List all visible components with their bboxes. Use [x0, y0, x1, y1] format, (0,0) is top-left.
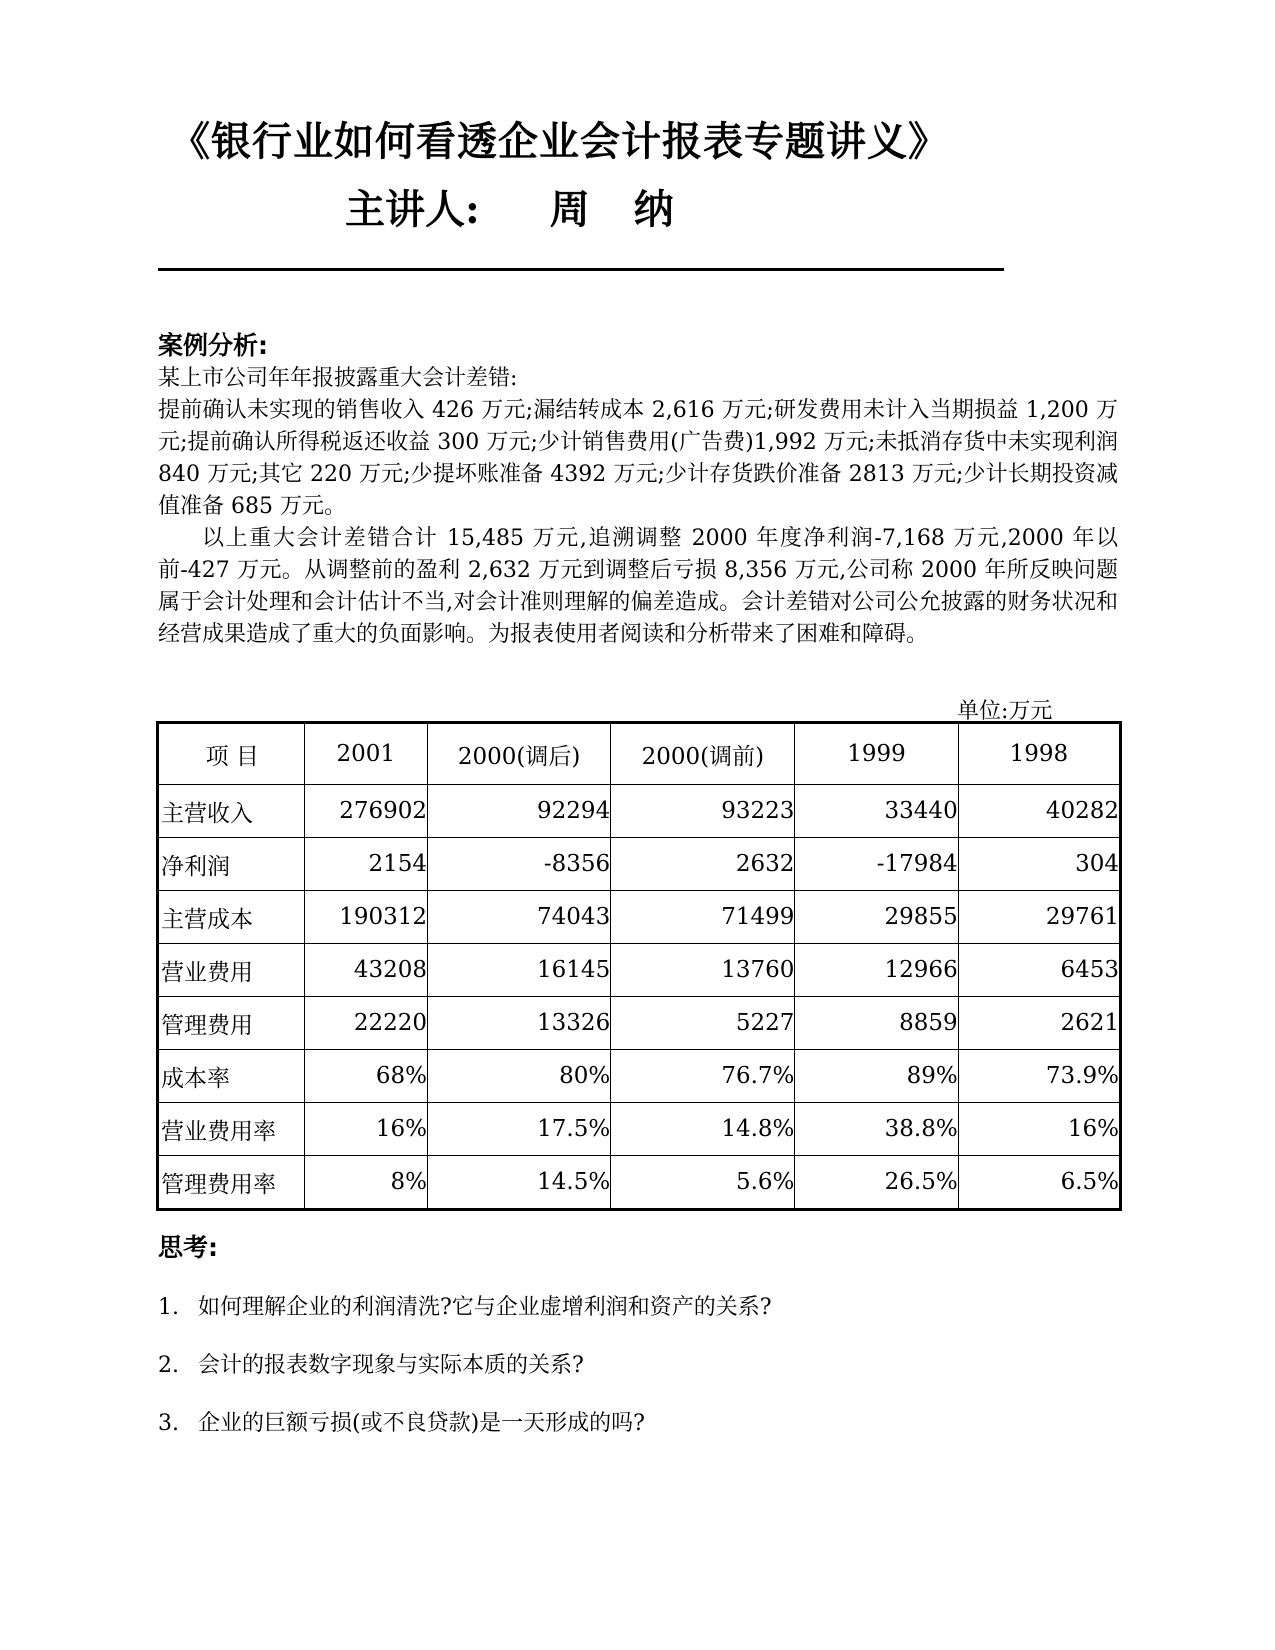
- table-cell: 6.5%: [958, 1156, 1120, 1210]
- table-header-row: [158, 723, 1121, 785]
- table-cell: 304: [958, 838, 1120, 891]
- question-text: 如何理解企业的利润清洗?它与企业虚增利润和资产的关系?: [198, 1295, 772, 1320]
- table-cell: 276902: [304, 785, 428, 838]
- table-cell: -8356: [428, 838, 611, 891]
- question-item: [158, 1348, 772, 1406]
- row-label: 主营成本: [158, 891, 305, 944]
- table-cell: 29761: [958, 891, 1120, 944]
- row-label: 主营收入: [158, 785, 305, 838]
- table-row: [158, 1050, 1121, 1103]
- table-cell: 71499: [611, 891, 795, 944]
- table-cell: 190312: [304, 891, 428, 944]
- table-cell: 89%: [795, 1050, 958, 1103]
- table-row: [158, 997, 1121, 1050]
- speaker-label: 主讲人:: [345, 186, 480, 233]
- question-text: 会计的报表数字现象与实际本质的关系?: [198, 1353, 584, 1378]
- table-cell: 14.8%: [611, 1103, 795, 1156]
- financial-table: [156, 721, 1122, 1211]
- row-label: 营业费用率: [158, 1103, 305, 1156]
- table-cell: 12966: [795, 944, 958, 997]
- title-divider: [158, 268, 1004, 271]
- table-cell: 29855: [795, 891, 958, 944]
- document-title: 《银行业如何看透企业会计报表专题讲义》: [170, 118, 949, 165]
- table-row: [158, 944, 1121, 997]
- table-row: [158, 1156, 1121, 1210]
- questions-list: [158, 1290, 772, 1464]
- column-header: 2000(调后): [428, 723, 611, 785]
- case-paragraph-1: 提前确认未实现的销售收入 426 万元;漏结转成本 2,616 万元;研发费用未计入当期损益 1,200 万元;提前确认所得税返还收益 300 万元;少计销售费用(广告费)1,992 万元;未抵消存货中未实现利润 840 万元;其它 220 万元;少提坏账准备 4392 万元;少计存货跌价准备 2813 万元;少计长期投资减值准备 685 万元。: [158, 398, 1118, 519]
- row-label: 成本率: [158, 1050, 305, 1103]
- speaker-line: [345, 178, 718, 235]
- questions-heading: 思考:: [158, 1233, 218, 1262]
- table-cell: 22220: [304, 997, 428, 1050]
- table-cell: 43208: [304, 944, 428, 997]
- question-item: [158, 1290, 772, 1348]
- question-text: 企业的巨额亏损(或不良贷款)是一天形成的吗?: [198, 1411, 645, 1436]
- column-header: 1998: [958, 723, 1120, 785]
- case-paragraph-2: 以上重大会计差错合计 15,485 万元,追溯调整 2000 年度净利润-7,168 万元,2000 年以前-427 万元。从调整前的盈利 2,632 万元到调整后亏损 8,356 万元,公司称 2000 年所反映问题属于会计处理和会计估计不当,对会计准则理解的偏差造成。会计差错对公司公允披露的财务状况和经营成果造成了重大的负面影响。为报表使用者阅读和分析带来了困难和障碍。: [158, 526, 1118, 647]
- case-heading: 案例分析:: [158, 331, 268, 360]
- column-header: 1999: [795, 723, 958, 785]
- table-cell: 33440: [795, 785, 958, 838]
- question-number: 1.: [158, 1295, 179, 1320]
- unit-label: 单位:万元: [957, 699, 1053, 724]
- table-cell: 76.7%: [611, 1050, 795, 1103]
- table-cell: 73.9%: [958, 1050, 1120, 1103]
- table-cell: 92294: [428, 785, 611, 838]
- table-cell: 13760: [611, 944, 795, 997]
- table-row: [158, 838, 1121, 891]
- table-cell: 93223: [611, 785, 795, 838]
- table-cell: 13326: [428, 997, 611, 1050]
- row-label: 管理费用: [158, 997, 305, 1050]
- row-label: 营业费用: [158, 944, 305, 997]
- speaker-name: 周纳: [549, 186, 718, 233]
- case-intro: 某上市公司年年报披露重大会计差错:: [158, 366, 518, 391]
- table-row: [158, 785, 1121, 838]
- row-label: 净利润: [158, 838, 305, 891]
- table-cell: 5227: [611, 997, 795, 1050]
- table-cell: 74043: [428, 891, 611, 944]
- table-cell: 16145: [428, 944, 611, 997]
- table-cell: 8%: [304, 1156, 428, 1210]
- table-cell: 14.5%: [428, 1156, 611, 1210]
- table-cell: -17984: [795, 838, 958, 891]
- table-cell: 17.5%: [428, 1103, 611, 1156]
- table-cell: 40282: [958, 785, 1120, 838]
- question-item: [158, 1406, 772, 1464]
- table-cell: 16%: [958, 1103, 1120, 1156]
- table-cell: 2621: [958, 997, 1120, 1050]
- question-number: 3.: [158, 1411, 179, 1436]
- table-cell: 2154: [304, 838, 428, 891]
- table-cell: 26.5%: [795, 1156, 958, 1210]
- question-number: 2.: [158, 1353, 179, 1378]
- table-cell: 16%: [304, 1103, 428, 1156]
- table-row: [158, 1103, 1121, 1156]
- row-label: 管理费用率: [158, 1156, 305, 1210]
- table-cell: 38.8%: [795, 1103, 958, 1156]
- table-cell: 2632: [611, 838, 795, 891]
- column-header: 项 目: [158, 723, 305, 785]
- table-cell: 5.6%: [611, 1156, 795, 1210]
- table-cell: 6453: [958, 944, 1120, 997]
- table-row: [158, 891, 1121, 944]
- table-cell: 8859: [795, 997, 958, 1050]
- column-header: 2000(调前): [611, 723, 795, 785]
- table-cell: 68%: [304, 1050, 428, 1103]
- table-cell: 80%: [428, 1050, 611, 1103]
- column-header: 2001: [304, 723, 428, 785]
